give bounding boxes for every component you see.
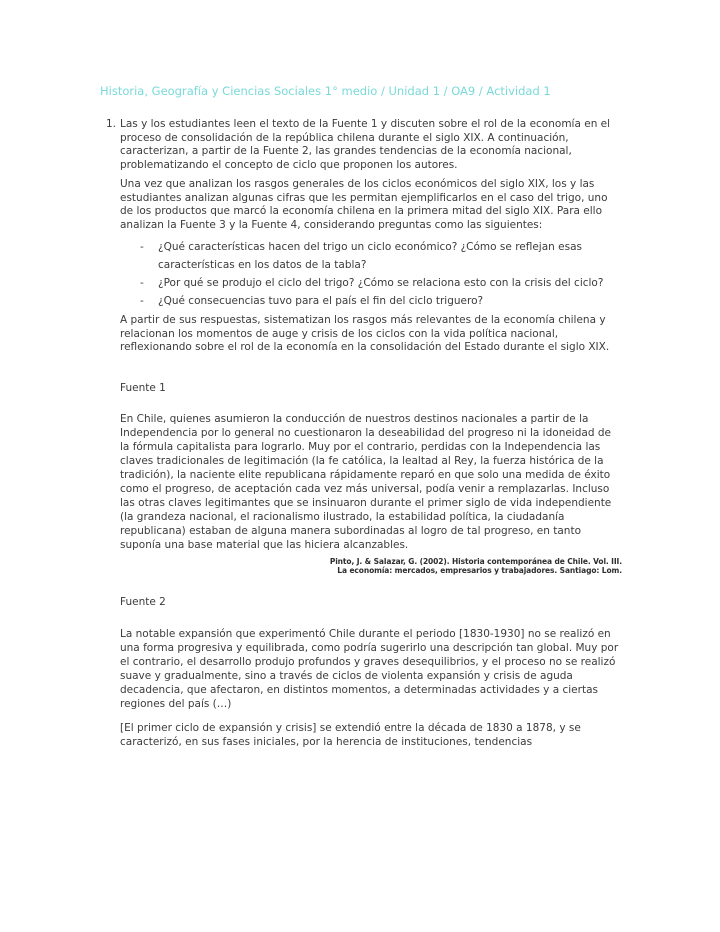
- fuente-2-paragraph-2: [El primer ciclo de expansión y crisis] se extendió entre la década de 1830 a 1878, y se caracterizó, en sus fases iniciales, por la herencia de instituciones, tendencias: [120, 721, 581, 748]
- bullet-dash-icon: -: [140, 295, 144, 307]
- bullet-dash-icon: -: [140, 241, 144, 253]
- list-item: [120, 274, 622, 292]
- fuente-1-section: [120, 382, 622, 576]
- fuente-1-citation: [120, 557, 622, 575]
- fuente-2-paragraph-1: La notable expansión que experimentó Chile durante el periodo [1830-1930] no se realizó en una forma progresiva y equilibrada, como podría sugerirlo una descripción tan global. Muy por el contrario, el desarrollo produjo profundos y graves desequilibrios, y el proceso no se realizó suave y gradualmente, sino a través de ciclos de violenta expansión y crisis de aguda decadencia, que afectaron, en distintos momentos, a determinadas actividades y a ciertas regiones del país (…): [120, 627, 619, 710]
- list-item: [120, 292, 622, 310]
- activity-content: [120, 118, 622, 361]
- activity-intro-paragraph: Las y los estudiantes leen el texto de la Fuente 1 y discuten sobre el rol de la economía en el proceso de consolidación de la república chilena durante el siglo XIX. A continuación, caracterizan, a partir de la Fuente 2, las grandes tendencias de la economía nacional, problematizando el concepto de ciclo que proponen los autores.: [120, 118, 611, 171]
- list-item: [120, 238, 622, 274]
- fuente-2-section: [120, 596, 622, 749]
- activity-number: 1.: [106, 118, 117, 130]
- fuente-1-label: Fuente 1: [120, 381, 166, 394]
- question-text: ¿Qué características hacen del trigo un ciclo económico? ¿Cómo se reflejan esas características en los datos de la tabla?: [158, 241, 582, 271]
- question-list: [120, 238, 622, 310]
- citation-line-2: La economía: mercados, empresarios y trabajadores. Santiago: Lom.: [337, 566, 622, 575]
- bullet-dash-icon: -: [140, 277, 144, 289]
- question-text: ¿Qué consecuencias tuvo para el país el fin del ciclo triguero?: [158, 295, 484, 307]
- activity-item: [100, 118, 622, 361]
- citation-line-1: Pinto, J. & Salazar, G. (2002). Historia contemporánea de Chile. Vol. III.: [329, 557, 622, 566]
- activity-analysis-paragraph: Una vez que analizan los rasgos generales de los ciclos económicos del siglo XIX, los y las estudiantes analizan algunas cifras que les permitan ejemplificarlos en el caso del trigo, uno de los productos que marcó la economía chilena en la primera mitad del siglo XIX. Para ello analizan la Fuente 3 y la Fuente 4, considerando preguntas como las siguientes:: [120, 178, 608, 231]
- question-text: ¿Por qué se produjo el ciclo del trigo? ¿Cómo se relaciona esto con la crisis del ciclo?: [158, 277, 604, 289]
- breadcrumb: Historia, Geografía y Ciencias Sociales 1° medio / Unidad 1 / OA9 / Actividad 1: [100, 84, 551, 98]
- activity-synthesis-paragraph: A partir de sus respuestas, sistematizan los rasgos más relevantes de la economía chilena y relacionan los momentos de auge y crisis de los ciclos con la vida política nacional, reflexionando sobre el rol de la economía en la consolidación del Estado durante el siglo XIX.: [120, 314, 610, 353]
- document-page: [100, 84, 622, 759]
- fuente-2-label: Fuente 2: [120, 596, 166, 608]
- fuente-1-text: En Chile, quienes asumieron la conducción de nuestros destinos nacionales a partir de la Independencia por lo general no cuestionaron la deseabilidad del progreso ni la idoneidad de la fórmula capitalista para lograrlo. Muy por el contrario, perdidas con la Independencia las claves tradicionales de legitimación (la fe católica, la lealtad al Rey, la fuerza histórica de la tradición), la naciente elite republicana rápidamente reparó en que solo una medida de éxito como el progreso, de aceptación cada vez más universal, podía venir a remplazarlas. Incluso las otras claves legitimantes que se insinuaron durante el primer siglo de vida independiente (la grandeza nacional, el racionalismo ilustrado, la estabilidad política, la ciudadanía republicana) estaban de alguna manera subordinadas al logro de tal progreso, en tanto suponía una base material que las hiciera alcanzables.: [120, 413, 612, 551]
